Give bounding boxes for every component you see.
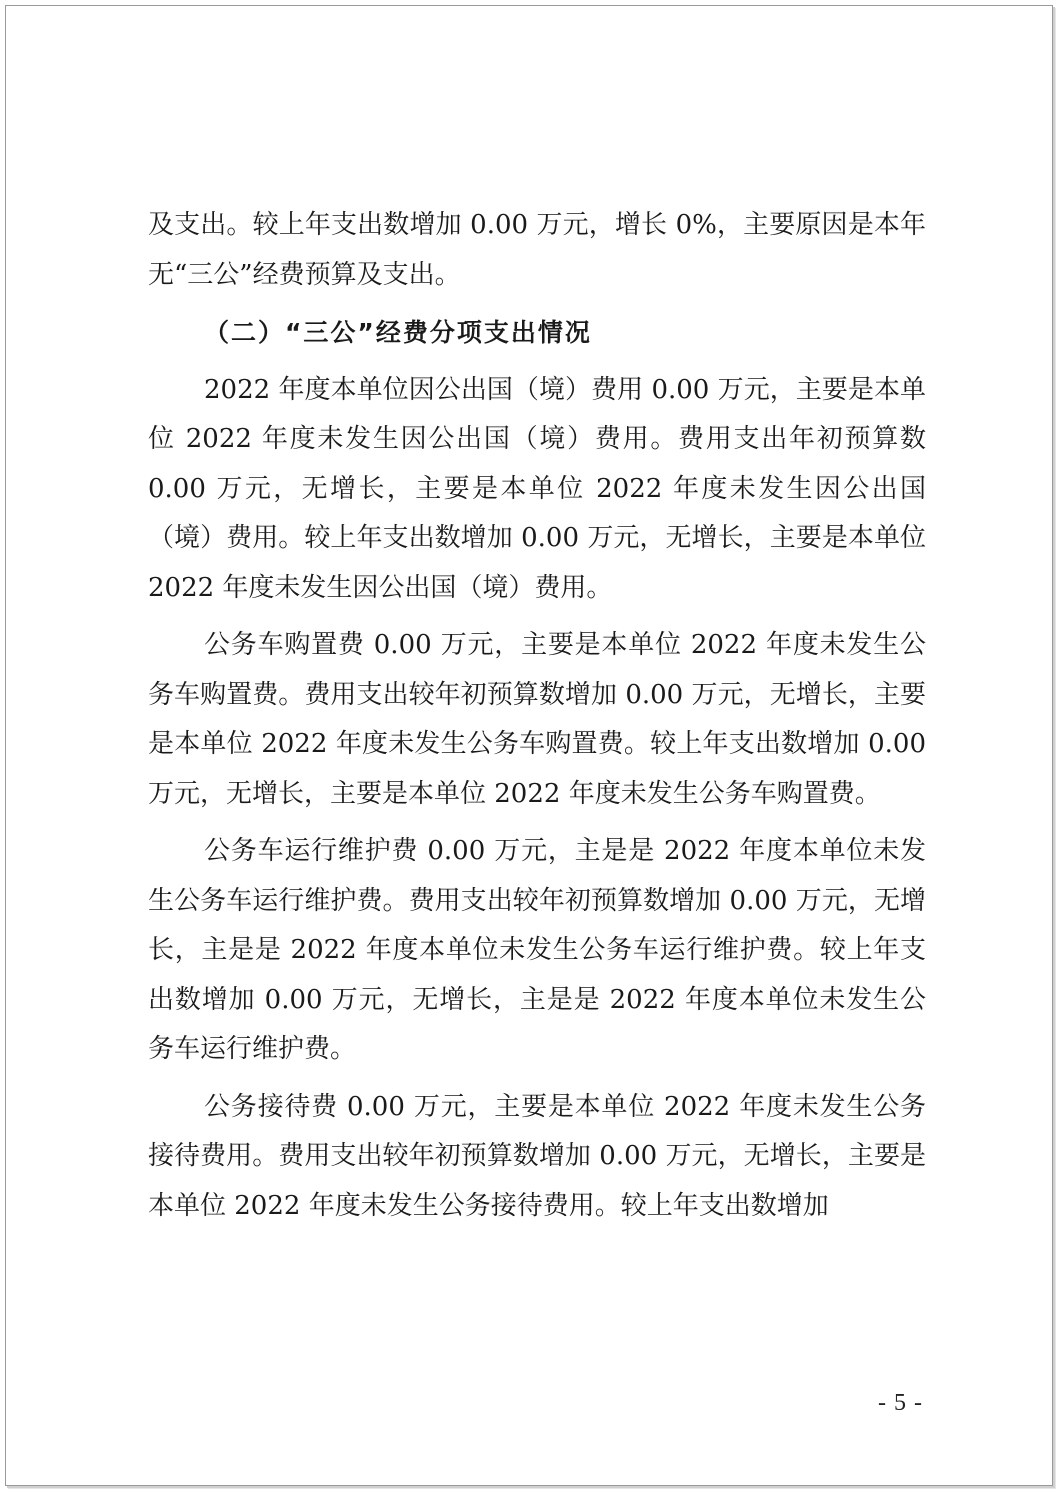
section-heading: （二）“三公”经费分项支出情况 [204, 318, 592, 347]
document-page [5, 5, 1053, 1486]
paragraph-continuation: 及支出。较上年支出数增加 0.00 万元，增长 0%，主要原因是本年无“三公”经费预算及支出。 [148, 210, 926, 290]
paragraph-overseas-travel: 2022 年度本单位因公出国（境）费用 0.00 万元，主要是本单位 2022 年度未发生因公出国（境）费用。费用支出年初预算数 0.00 万元，无增长，主要是本单位 2022 年度未发生因公出国（境）费用。较上年支出数增加 0.00 万元，无增长，主要是本单位 2022 年度未发生因公出国（境）费用。 [148, 374, 926, 603]
paragraph-vehicle-maintenance: 公务车运行维护费 0.00 万元，主是是 2022 年度本单位未发生公务车运行维护费。费用支出较年初预算数增加 0.00 万元，无增长，主是是 2022 年度本单位未发生公务车运行维护费。较上年支出数增加 0.00 万元，无增长，主是是 2022 年度本单位未发生公务车运行维护费。 [148, 836, 926, 1064]
page-number: - 5 - [878, 1390, 923, 1416]
paragraph-official-reception: 公务接待费 0.00 万元，主要是本单位 2022 年度未发生公务接待费用。费用支出较年初预算数增加 0.00 万元，无增长，主要是本单位 2022 年度未发生公务接待费用。较上年支出数增加 [148, 1091, 926, 1221]
document-body [148, 201, 926, 1239]
paragraph-vehicle-purchase: 公务车购置费 0.00 万元，主要是本单位 2022 年度未发生公务车购置费。费用支出较年初预算数增加 0.00 万元，无增长，主要是本单位 2022 年度未发生公务车购置费。较上年支出数增加 0.00 万元，无增长，主要是本单位 2022 年度未发生公务车购置费。 [148, 630, 926, 809]
